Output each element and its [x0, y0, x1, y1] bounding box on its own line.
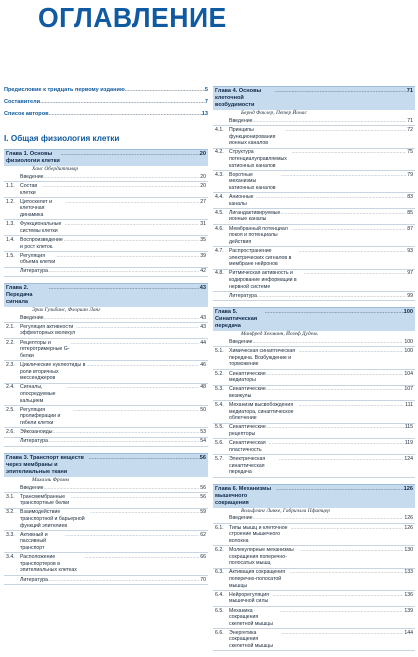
- entry-page: 104: [404, 370, 413, 377]
- chapter-page: 56: [199, 454, 206, 461]
- entry-page: 75: [407, 149, 413, 156]
- entry-number: 5.1.: [215, 348, 224, 355]
- toc-entry: [4, 220, 208, 236]
- leader-dots: [298, 402, 404, 422]
- entry-page: 130: [404, 546, 413, 553]
- entry-page: 50: [200, 406, 206, 413]
- leader-dots: [257, 293, 406, 300]
- toc-entry: [213, 338, 415, 347]
- leader-dots: [290, 569, 404, 589]
- toc-entry: [4, 314, 208, 323]
- entry-title: Распространение электрических сигналов в мембране нейронов: [229, 248, 292, 268]
- leader-dots: [86, 362, 199, 382]
- leader-dots: [266, 386, 404, 399]
- leader-dots: [292, 226, 407, 246]
- entry-page: 115: [404, 424, 413, 431]
- entry-number: [6, 485, 20, 492]
- entry-page: 20: [200, 182, 206, 189]
- entry-page: 59: [200, 509, 206, 516]
- entry-number: 3.3.: [6, 531, 15, 538]
- toc-entry: [4, 339, 208, 361]
- entry-number: 5.5.: [215, 424, 224, 431]
- toc-entry: [213, 455, 415, 477]
- prelim-label: Список авторов: [4, 111, 49, 117]
- entry-page: 99: [407, 292, 413, 299]
- entry-page: 126: [404, 524, 413, 531]
- chapter-title: Глава 2. Передача сигнала: [6, 284, 33, 305]
- entry-number: [215, 339, 229, 346]
- entry-page: 66: [200, 554, 206, 561]
- prelim-item: [4, 98, 208, 106]
- chapter-title: Глава 3. Транспорт веществ через мембраны и эпителиальные ткани: [6, 454, 84, 475]
- toc-entry: [4, 384, 208, 406]
- entry-title: Введение: [20, 173, 44, 180]
- toc-entry: [213, 347, 415, 369]
- chapter-page: 20: [199, 151, 206, 157]
- entry-title: Активный и пассивный транспорт: [20, 531, 48, 552]
- entry-number: [6, 174, 20, 181]
- prelim-list: [4, 86, 208, 118]
- entry-page: 100: [404, 338, 413, 345]
- entry-title: Синаптические рецепторы: [229, 424, 266, 438]
- toc-entry: [213, 149, 415, 171]
- leader-dots: [60, 151, 199, 165]
- entry-title: Мембранный потенциал покоя и потенциалы действия: [229, 225, 288, 245]
- entry-number: 5.2.: [215, 370, 224, 377]
- toc-entry: [213, 524, 415, 546]
- entry-page: 85: [407, 209, 413, 216]
- entry-number: [215, 293, 229, 300]
- toc-entry: [213, 225, 415, 247]
- leader-dots: [66, 384, 199, 404]
- entry-title: Введение: [229, 338, 253, 345]
- leader-dots: [304, 270, 407, 290]
- entry-title: Сигналы, опосредуемые кальцием: [20, 384, 56, 404]
- entry-number: 5.4.: [215, 402, 224, 409]
- entry-title: Регуляция пролиферации и гибели клетки: [20, 406, 61, 426]
- toc-entry: [4, 438, 208, 447]
- left-column: [4, 86, 208, 591]
- entry-number: 2.2.: [6, 339, 15, 346]
- leader-dots: [253, 118, 407, 125]
- entry-title: Синаптические медиаторы: [229, 370, 266, 384]
- entry-number: 4.1.: [215, 126, 224, 133]
- leader-dots: [266, 424, 404, 437]
- toc-entry: [213, 439, 415, 455]
- chapter: [4, 453, 208, 585]
- entry-number: 4.6.: [215, 225, 224, 232]
- entry-page: 42: [200, 268, 206, 275]
- toc-entry: [4, 406, 208, 428]
- leader-dots: [285, 127, 406, 147]
- toc-entry: [4, 323, 208, 339]
- entry-title: Литература: [20, 438, 48, 445]
- entry-title: Цитоскелет и клеточная динамика: [20, 198, 53, 218]
- chapter-title-row: [215, 486, 413, 507]
- toc-entry: [213, 171, 415, 193]
- entry-page: 87: [407, 225, 413, 232]
- leader-dots: [280, 608, 403, 628]
- entry-page: 43: [200, 314, 206, 321]
- entry-title: Введение: [20, 484, 44, 491]
- entry-title: Эйкозаноиды: [20, 429, 53, 436]
- entry-number: 1.3.: [6, 221, 15, 228]
- chapter-authors: Бернд Факлер, Петер Йонас: [241, 110, 307, 116]
- toc-entry: [4, 198, 208, 220]
- chapter: [4, 283, 208, 447]
- entry-number: 4.8.: [215, 270, 224, 277]
- prelim-page: 5: [204, 87, 208, 93]
- toc-entry: [213, 247, 415, 269]
- entry-page: 133: [404, 569, 413, 576]
- chapter-page: 43: [199, 284, 206, 291]
- entry-number: 4.7.: [215, 248, 224, 255]
- toc-entry: [4, 182, 208, 198]
- entry-page: 54: [200, 438, 206, 445]
- entry-title: Нейрорегуляция мышечной силы: [229, 591, 269, 605]
- leader-dots: [64, 237, 200, 250]
- entry-number: [6, 438, 20, 445]
- entry-title: Принципы функционирования ионных каналов: [229, 126, 276, 147]
- entry-title: Синаптическая пластичность: [229, 440, 266, 453]
- toc-entry: [213, 629, 415, 651]
- entry-number: 3.2.: [6, 509, 15, 516]
- entry-number: 2.4.: [6, 384, 15, 391]
- entry-page: 27: [200, 198, 206, 205]
- entry-title: Механизм высвобождения медиатора, синаптическое облегчение: [229, 402, 294, 422]
- chapter-title-row: [6, 151, 206, 165]
- entry-title: Функциональные системы клетки: [20, 221, 62, 234]
- chapter-title-row: [6, 285, 206, 306]
- entry-title: Типы мышц и клеточное строение мышечного волокна: [229, 524, 288, 544]
- chapter: [4, 149, 208, 277]
- leader-dots: [52, 429, 199, 436]
- right-chapters: [213, 86, 415, 651]
- entry-title: Регуляция активности эффекторных молекул: [20, 323, 76, 337]
- entry-title: Ритмическая активность и кодирование информации в нервной системе: [229, 270, 297, 290]
- entry-page: 139: [404, 607, 413, 614]
- entry-page: 71: [407, 117, 413, 124]
- chapter: [213, 307, 415, 477]
- left-chapters: [4, 149, 208, 585]
- leader-dots: [253, 515, 404, 522]
- leader-dots: [299, 348, 404, 368]
- chapter-header: [213, 484, 415, 508]
- prelim-label: Составители: [4, 99, 41, 105]
- entry-title: Анионные каналы: [229, 194, 254, 207]
- entry-title: Циклические нуклеотиды в роли вторичных мессенджеров: [20, 362, 86, 382]
- entry-number: 6.1.: [215, 524, 224, 531]
- entry-page: 43: [200, 323, 206, 330]
- entry-title: Состав клетки: [20, 182, 38, 196]
- chapter-header: [213, 86, 415, 110]
- entry-number: 1.1.: [6, 182, 15, 189]
- entry-number: 2.3.: [6, 362, 15, 369]
- leader-dots: [89, 455, 200, 476]
- leader-dots: [76, 324, 199, 337]
- leader-dots: [84, 554, 199, 574]
- entry-page: 97: [407, 270, 413, 277]
- leader-dots: [275, 88, 407, 109]
- toc-entry: [4, 428, 208, 437]
- chapter-page: 100: [403, 309, 413, 316]
- chapter-header: [4, 453, 208, 477]
- entry-page: 107: [404, 386, 413, 393]
- entry-number: 4.2.: [215, 149, 224, 156]
- leader-dots: [71, 494, 199, 507]
- chapter-header: [4, 149, 208, 166]
- entry-page: 79: [407, 171, 413, 178]
- entry-page: 83: [407, 194, 413, 201]
- prelim-item: [4, 110, 208, 118]
- toc-entry: [213, 515, 415, 524]
- entry-page: 100: [404, 348, 413, 355]
- entry-number: 6.6.: [215, 629, 224, 636]
- leader-dots: [48, 577, 199, 584]
- prelim-page: 7: [204, 99, 208, 105]
- leader-dots: [40, 98, 205, 106]
- leader-dots: [290, 525, 403, 545]
- entry-title: Литература: [20, 268, 48, 275]
- entry-title: Лигандактивируемые ионные каналы: [229, 209, 281, 223]
- entry-page: 48: [200, 384, 206, 391]
- leader-dots: [44, 485, 200, 492]
- toc-entry: [213, 424, 415, 440]
- entry-page: 126: [404, 515, 413, 522]
- entry-page: 144: [404, 629, 413, 636]
- entry-title: Химическая синаптическая передача. Возбуждение и торможение: [229, 348, 296, 368]
- toc-entry: [213, 117, 415, 126]
- entry-number: 2.6.: [6, 429, 15, 436]
- toc-entry: [4, 173, 208, 182]
- leader-dots: [65, 221, 200, 234]
- toc-entry: [4, 553, 208, 575]
- entry-page: 56: [200, 484, 206, 491]
- toc-entry: [213, 386, 415, 402]
- leader-dots: [276, 486, 404, 507]
- entry-number: [215, 118, 229, 125]
- entry-number: [6, 315, 20, 322]
- entry-number: 5.3.: [215, 386, 224, 393]
- entry-number: 6.3.: [215, 569, 224, 576]
- entry-title: Расположение транспортеров в эпителиальных клетках: [20, 554, 77, 574]
- entry-title: Воспроизведение и рост клеток.: [20, 236, 63, 250]
- entry-page: 53: [200, 429, 206, 436]
- entry-title: Рецепторы и гетеротримерные G-белки: [20, 339, 70, 359]
- entry-title: Взаимодействие транспортной и барьерной функций эпителиев: [20, 509, 85, 529]
- toc-entry: [4, 236, 208, 252]
- entry-number: 4.5.: [215, 209, 224, 216]
- chapter: [213, 86, 415, 301]
- prelim-page: 13: [201, 111, 208, 117]
- leader-dots: [48, 268, 199, 275]
- chapter-authors: Эрих Гульбинс, Флориан Ланг: [32, 306, 101, 313]
- entry-page: 39: [200, 252, 206, 259]
- leader-dots: [269, 440, 404, 453]
- page-title: ОГЛАВЛЕНИЕ: [38, 2, 227, 33]
- leader-dots: [49, 285, 200, 306]
- toc-entry: [4, 252, 208, 268]
- prelim-label: Предисловие к тридцать первому изданию: [4, 87, 125, 93]
- entry-page: 136: [404, 591, 413, 598]
- toc-entry: [4, 509, 208, 531]
- chapter-title: Глава 1. Основы физиологии клетки: [6, 151, 60, 164]
- entry-number: 4.4.: [215, 194, 224, 201]
- leader-dots: [48, 438, 199, 445]
- entry-title: Активация сокращения поперечно-полосатой мышцы: [229, 569, 286, 589]
- leader-dots: [266, 371, 403, 384]
- entry-page: 20: [200, 173, 206, 180]
- entry-number: [215, 515, 229, 522]
- chapter-title-row: [215, 309, 413, 330]
- leader-dots: [65, 532, 199, 552]
- entry-title: Введение: [229, 117, 253, 124]
- entry-number: 3.4.: [6, 554, 15, 561]
- toc-entry: [213, 607, 415, 629]
- entry-page: 31: [200, 221, 206, 228]
- entry-title: Механика сокращения скелетной мышцы: [229, 607, 273, 627]
- entry-number: 4.3.: [215, 171, 224, 178]
- toc-entry: [213, 401, 415, 423]
- entry-title: Структура потенциалуправляемых катионных каналов: [229, 149, 287, 169]
- entry-title: Синаптические везикулы: [229, 386, 266, 399]
- chapter-authors: Вольфганг Линке, Габриэлла Пфитцер: [241, 507, 330, 514]
- toc-entry: [213, 270, 415, 292]
- entry-page: 111: [405, 402, 413, 409]
- toc-entry: [213, 569, 415, 591]
- entry-page: 56: [200, 493, 206, 500]
- entry-number: [6, 577, 20, 584]
- entry-title: Энергетика сокращения скелетной мышцы: [229, 629, 273, 650]
- entry-number: 5.6.: [215, 440, 224, 447]
- entry-title: Трансмембранные транспортные белки: [20, 493, 70, 507]
- entry-title: Электрическая синаптическая передача: [229, 456, 266, 476]
- leader-dots: [265, 309, 404, 330]
- entry-page: 62: [200, 531, 206, 538]
- leader-dots: [280, 210, 406, 223]
- entry-number: [6, 268, 20, 275]
- entry-number: 1.2.: [6, 198, 15, 205]
- toc-entry: [4, 484, 208, 493]
- entry-page: 70: [200, 576, 206, 583]
- leader-dots: [292, 149, 407, 169]
- entry-title: Введение: [229, 515, 253, 522]
- leader-dots: [44, 174, 200, 181]
- entry-title: Литература: [229, 292, 257, 299]
- leader-dots: [253, 339, 404, 346]
- chapter-page: 71: [406, 88, 413, 94]
- entry-page: 35: [200, 236, 206, 243]
- toc-entry: [4, 361, 208, 383]
- entry-page: 72: [407, 126, 413, 133]
- prelim-item: [4, 86, 208, 94]
- leader-dots: [49, 110, 202, 118]
- entry-page: 124: [404, 456, 413, 463]
- leader-dots: [281, 630, 403, 650]
- entry-number: 6.4.: [215, 591, 224, 598]
- chapter-header: [213, 307, 415, 331]
- entry-number: 1.5.: [6, 252, 15, 259]
- chapter-title-row: [215, 88, 413, 109]
- entry-title: Литература: [20, 576, 48, 583]
- entry-number: 1.4.: [6, 236, 15, 243]
- leader-dots: [42, 183, 199, 196]
- leader-dots: [273, 592, 404, 605]
- leader-dots: [73, 407, 199, 427]
- entry-number: 2.1.: [6, 323, 15, 330]
- toc-entry: [213, 292, 415, 301]
- toc-entry: [213, 126, 415, 148]
- leader-dots: [44, 315, 200, 322]
- chapter-title: Глава 6. Механизмы мышечного сокращения: [215, 485, 272, 506]
- toc-entry: [4, 576, 208, 585]
- entry-page: 46: [200, 362, 206, 369]
- leader-dots: [299, 248, 407, 268]
- entry-number: 5.7.: [215, 456, 224, 463]
- toc-entry: [213, 193, 415, 209]
- chapter-title: Глава 4. Основы клеточной возбудимости: [215, 88, 262, 108]
- toc-entry: [4, 493, 208, 509]
- part-title: I. Общая физиология клетки: [4, 134, 120, 143]
- chapter-page: 126: [403, 485, 413, 492]
- chapter-title: Глава 5. Синаптическая передача: [215, 309, 258, 330]
- chapter: [213, 484, 415, 652]
- leader-dots: [66, 199, 200, 219]
- chapter-authors: Ханс Обердиттмар: [32, 166, 79, 172]
- entry-title: Введение: [20, 314, 44, 321]
- leader-dots: [279, 456, 403, 476]
- toc-entry: [4, 531, 208, 553]
- leader-dots: [125, 86, 205, 94]
- toc-entry: [213, 370, 415, 386]
- entry-title: Воротные механизмы катионных каналов: [229, 171, 276, 191]
- toc-entry: [213, 591, 415, 607]
- entry-page: 93: [407, 248, 413, 255]
- leader-dots: [256, 194, 406, 207]
- entry-number: 3.1.: [6, 493, 15, 500]
- entry-page: 44: [200, 339, 206, 346]
- entry-number: 6.5.: [215, 607, 224, 614]
- entry-title: Молекулярные механизмы сокращения поперечно-полосатых мышц: [229, 546, 294, 567]
- leader-dots: [90, 509, 199, 529]
- leader-dots: [71, 340, 199, 360]
- right-column: [213, 86, 415, 657]
- toc-entry: [4, 268, 208, 277]
- entry-number: 6.2.: [215, 546, 224, 553]
- leader-dots: [56, 253, 199, 266]
- chapter-authors: Михаэль Фромм: [32, 476, 69, 483]
- chapter-authors: Манфред Хекманн, Йозеф Дудель: [241, 331, 318, 338]
- chapter-title-row: [6, 455, 206, 476]
- entry-number: 2.5.: [6, 406, 15, 413]
- chapter-header: [4, 283, 208, 307]
- entry-title: Регуляция объема клетки: [20, 252, 56, 266]
- leader-dots: [281, 172, 406, 192]
- toc-entry: [213, 209, 415, 225]
- entry-page: 119: [404, 440, 413, 447]
